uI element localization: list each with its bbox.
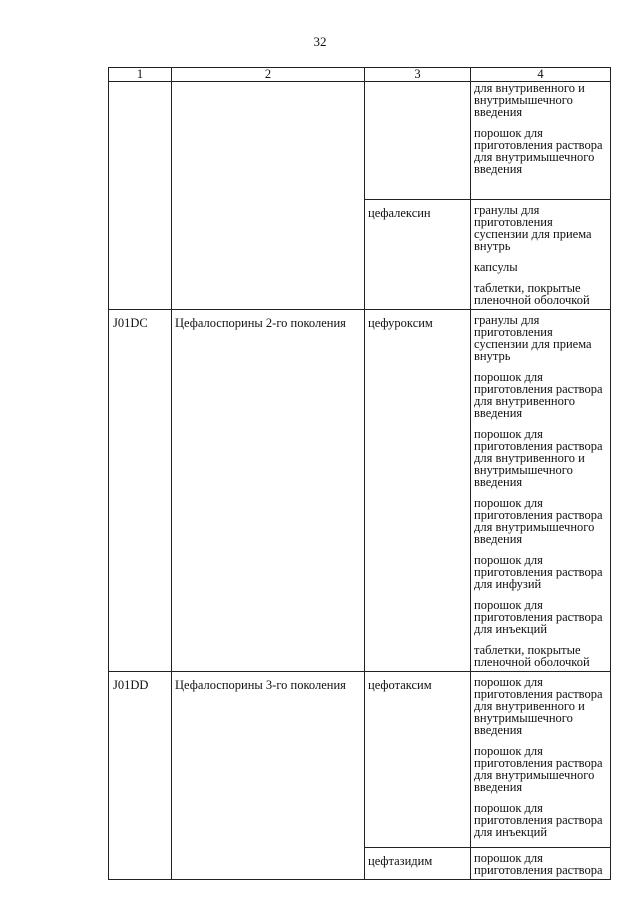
table-row — [109, 310, 611, 672]
dosage-form: порошок для приготовления раствора для инъекций — [474, 598, 603, 636]
drug-name-cell: цефтазидим — [365, 848, 471, 880]
dosage-forms-cell — [471, 82, 611, 200]
dosage-forms-cell — [471, 200, 611, 310]
dosage-form: порошок для приготовления раствора для внутримышечного введения — [474, 744, 603, 794]
drug-name-cell: цефалексин — [365, 200, 471, 310]
table-row — [109, 672, 611, 848]
dosage-form: порошок для приготовления раствора для инфузий — [474, 553, 603, 591]
atc-code-cell: J01DC — [109, 310, 172, 672]
dosage-form: капсулы — [474, 260, 518, 274]
table-row — [109, 82, 611, 200]
dosage-form: порошок для приготовления раствора для внутривенного введения — [474, 370, 603, 420]
drug-list-table — [108, 67, 611, 880]
column-header: 1 — [109, 68, 172, 82]
drug-name-cell: цефуроксим — [365, 310, 471, 672]
dosage-forms-cell — [471, 310, 611, 672]
column-header: 4 — [471, 68, 611, 82]
drug-name-cell: цефотаксим — [365, 672, 471, 848]
dosage-forms-cell — [471, 672, 611, 848]
dosage-forms-cell — [471, 848, 611, 880]
atc-code-cell: J01DD — [109, 672, 172, 880]
dosage-form: порошок для приготовления раствора для внутримышечного введения — [474, 126, 603, 176]
dosage-form: порошок для приготовления раствора — [474, 851, 603, 877]
atc-code-cell — [109, 82, 172, 310]
group-name-cell: Цефалоспорины 3-го поколения — [172, 672, 365, 880]
column-header: 3 — [365, 68, 471, 82]
dosage-form: порошок для приготовления раствора для внутривенного и внутримышечного введения — [474, 675, 603, 737]
dosage-form: порошок для приготовления раствора для внутривенного и внутримышечного введения — [474, 427, 603, 489]
dosage-form: гранулы для приготовления суспензии для приема внутрь — [474, 313, 592, 363]
dosage-form: порошок для приготовления раствора для внутримышечного введения — [474, 496, 603, 546]
dosage-form: таблетки, покрытые пленочной оболочкой — [474, 643, 590, 669]
dosage-form: порошок для приготовления раствора для инъекций — [474, 801, 603, 839]
group-name-cell: Цефалоспорины 2-го поколения — [172, 310, 365, 672]
dosage-form: для внутривенного и внутримышечного введения — [474, 81, 585, 119]
drug-name-cell — [365, 82, 471, 200]
dosage-form: таблетки, покрытые пленочной оболочкой — [474, 281, 590, 307]
dosage-form: гранулы для приготовления суспензии для приема внутрь — [474, 203, 592, 253]
page-number: 32 — [313, 34, 327, 49]
group-name-cell — [172, 82, 365, 310]
column-header: 2 — [172, 68, 365, 82]
table-header-row — [109, 68, 611, 82]
